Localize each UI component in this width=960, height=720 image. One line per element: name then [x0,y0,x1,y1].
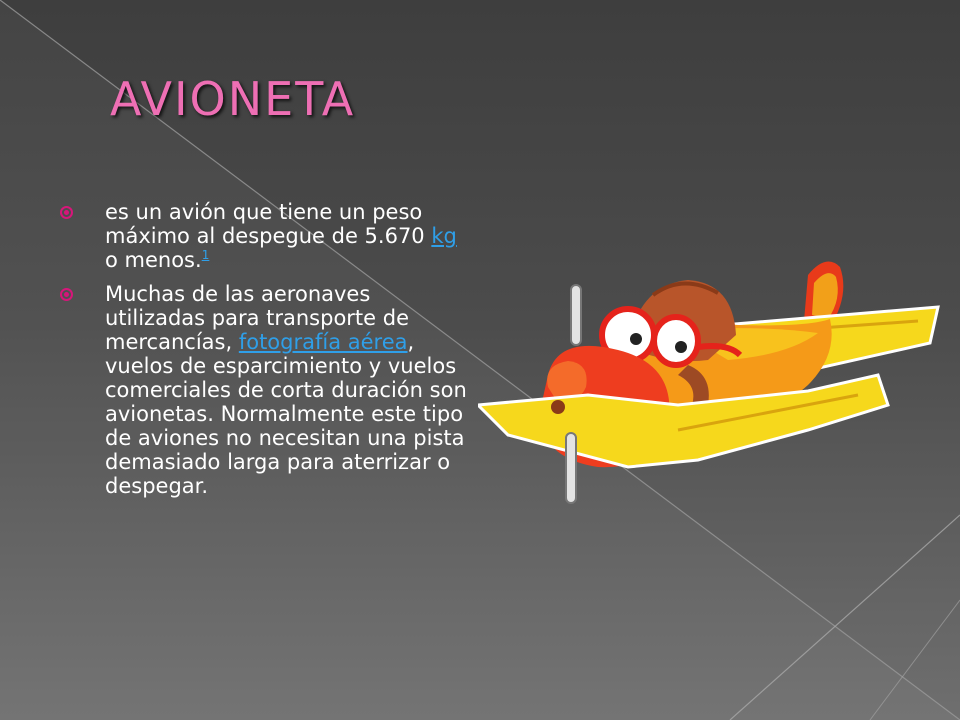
bullet-text: o menos. [105,248,202,272]
slide-title: AVIONETA [110,72,356,126]
bullet-text: , vuelos de esparcimiento y vuelos comerciales de corta duración son avionetas. Normalmente este tipo de aviones no necesitan una pista demasiado larga para aterrizar o despegar. [105,330,467,498]
bullet-item [60,200,470,272]
bullet-list [60,200,470,508]
kg-link[interactable]: kg [431,224,457,248]
bullet-text: es un avión que tiene un peso máximo al despegue de 5.670 [105,200,432,248]
bullet-text: Muchas de las aeronaves utilizadas para transporte de mercancías, [105,282,410,354]
aerial-photography-link[interactable]: fotografía aérea [238,330,408,354]
cartoon-airplane-icon [478,255,943,515]
reference-link[interactable]: 1 [201,248,210,262]
bullet-item [60,282,470,498]
bullet-icon [60,206,73,219]
bullet-icon [60,288,73,301]
